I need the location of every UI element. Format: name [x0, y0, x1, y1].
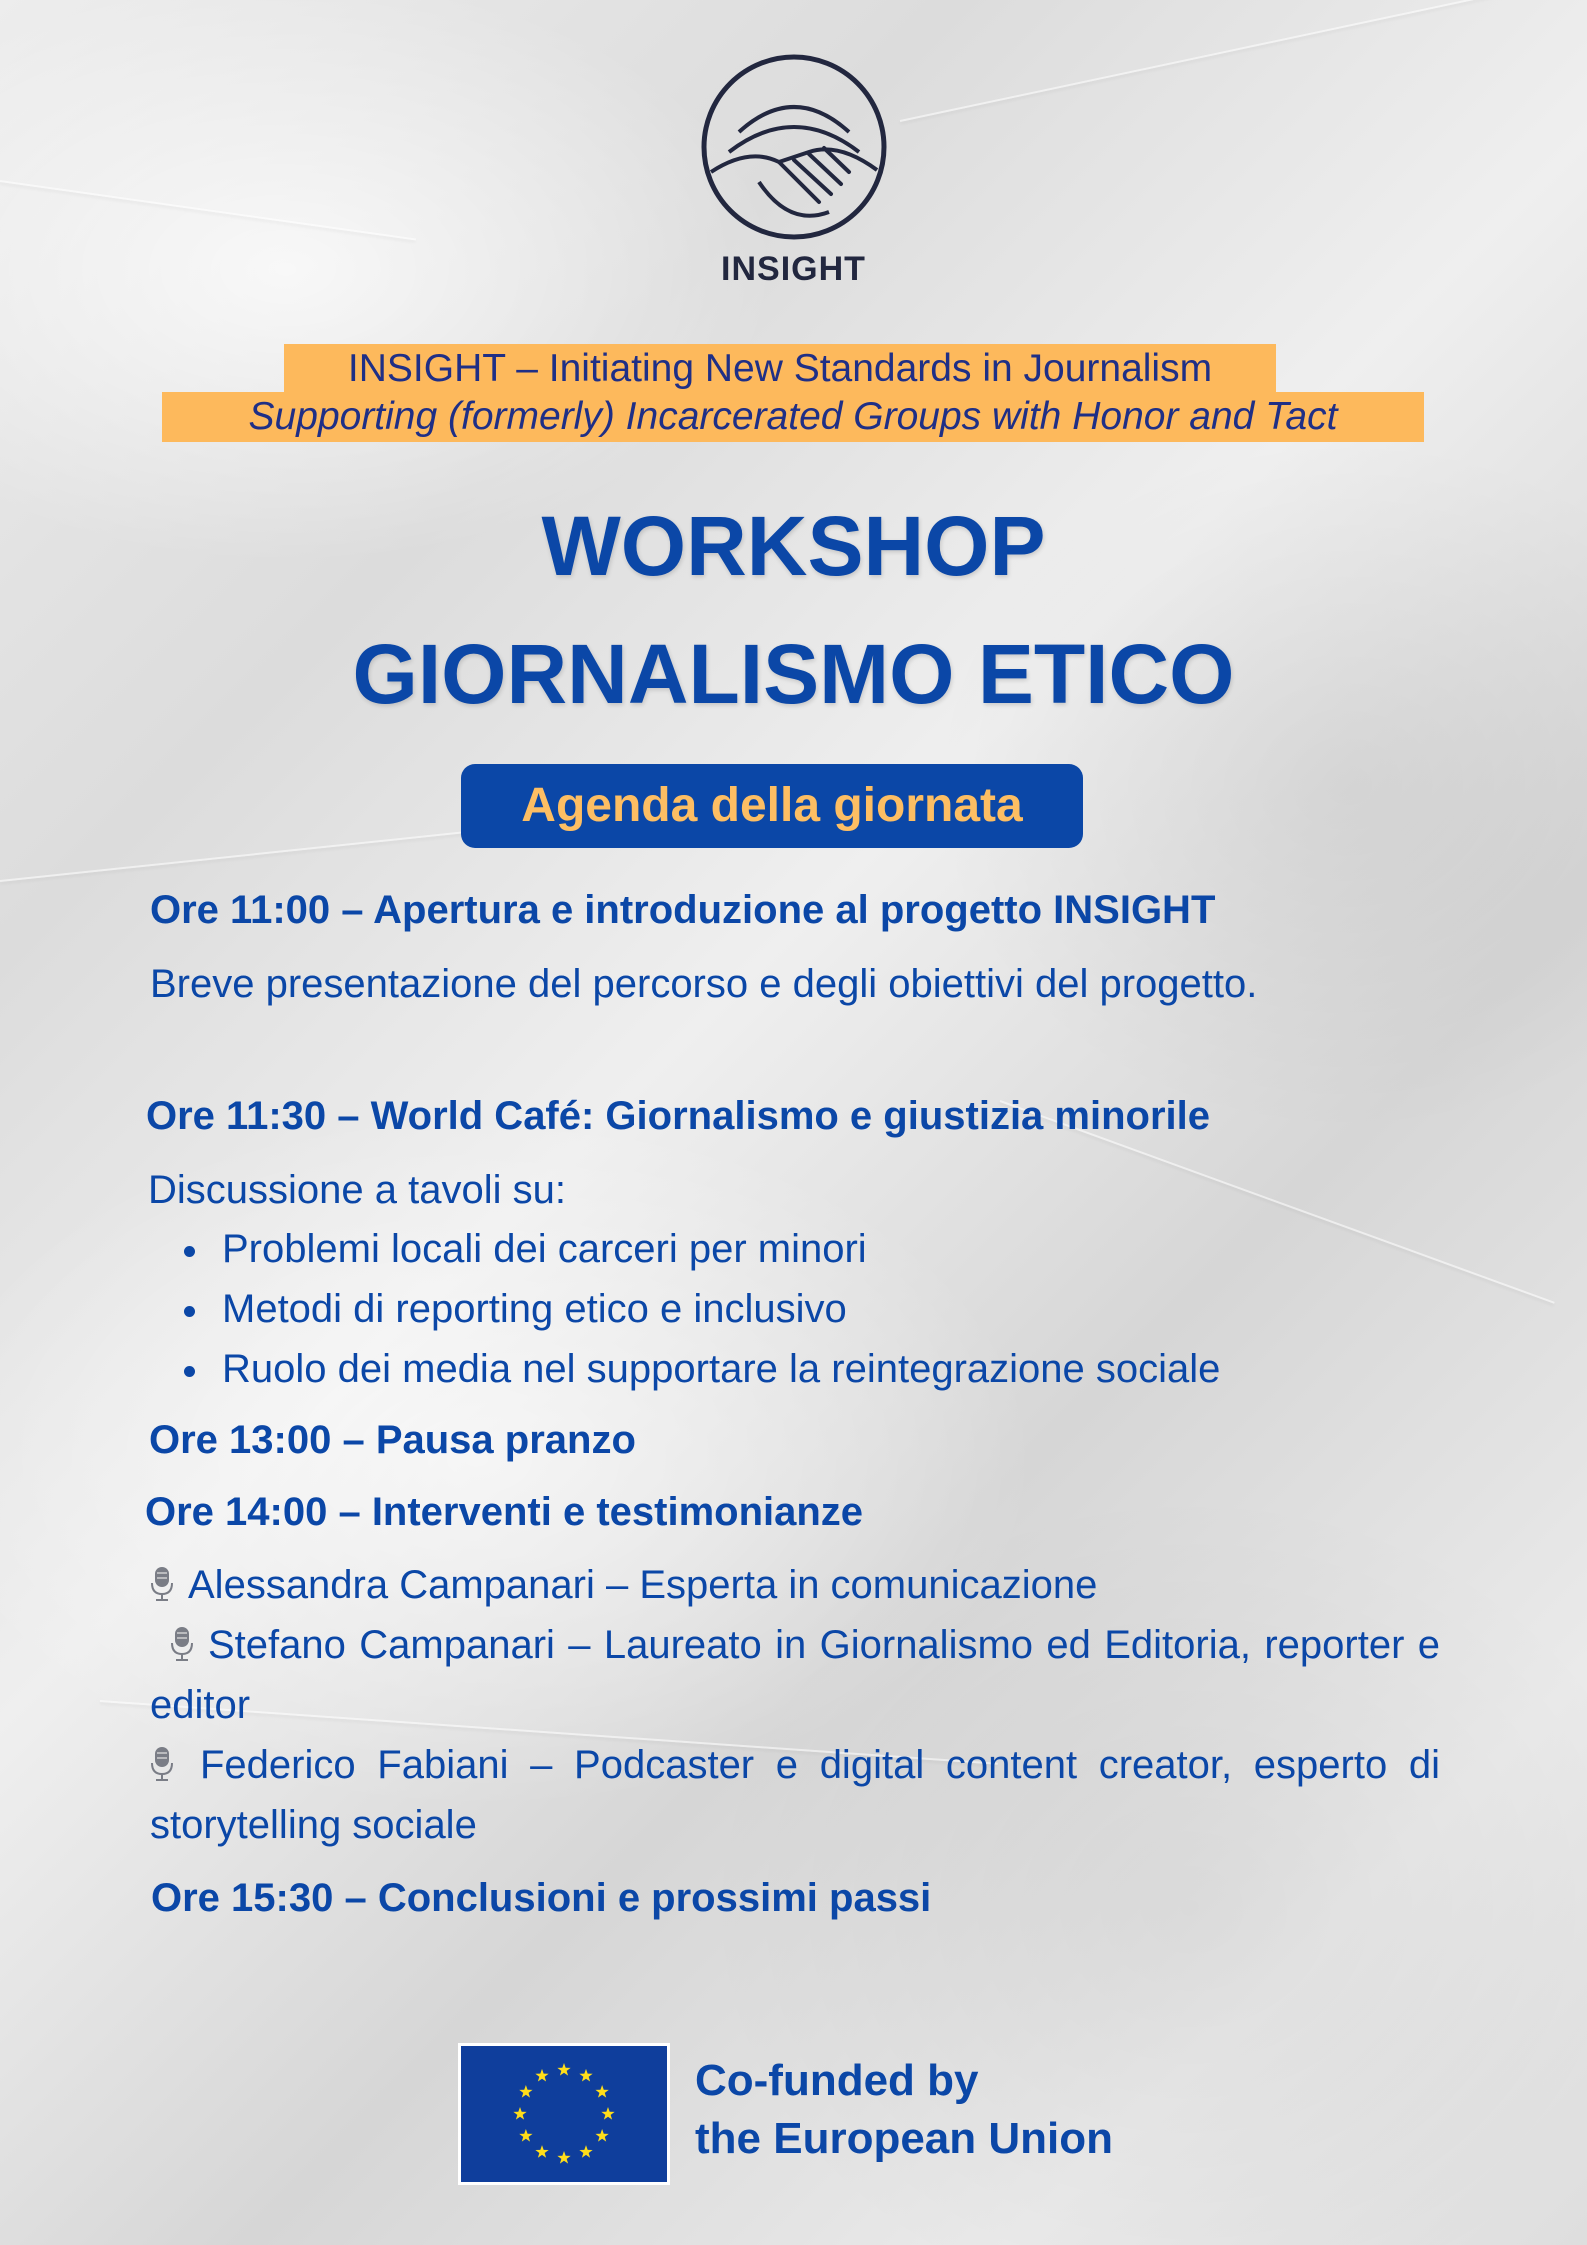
speaker-1-text: Alessandra Campanari – Esperta in comunicazione: [188, 1563, 1098, 1607]
agenda-heading-1300: Ore 13:00 – Pausa pranzo: [149, 1418, 636, 1462]
eu-stars-icon: [461, 2046, 667, 2182]
eu-star: [519, 2129, 532, 2142]
list-item: Ruolo dei media nel supportare la reintegrazione sociale: [184, 1339, 1220, 1399]
eu-star: [557, 2063, 570, 2076]
eu-star: [579, 2069, 592, 2082]
microphone-icon: [150, 1566, 174, 1602]
eu-label-line-2: the European Union: [695, 2114, 1113, 2163]
microphone-icon: [150, 1746, 174, 1782]
agenda-heading-1530: Ore 15:30 – Conclusioni e prossimi passi: [151, 1876, 932, 1920]
brand-name: INSIGHT: [721, 250, 866, 288]
eu-star: [513, 2107, 526, 2120]
paper-crease: [0, 828, 497, 882]
list-item: Metodi di reporting etico e inclusivo: [184, 1279, 1220, 1339]
eu-star: [519, 2085, 532, 2098]
handshake-logo-icon: [699, 52, 889, 242]
eu-star: [535, 2069, 548, 2082]
microphone-icon: [170, 1626, 194, 1662]
agenda-heading-1400: Ore 14:00 – Interventi e testimonianze: [145, 1490, 864, 1534]
speaker-3-text: Federico Fabiani – Podcaster e digital content creator, esperto di storytelling sociale: [150, 1743, 1440, 1847]
eu-star: [601, 2107, 614, 2120]
agenda-heading-1130: Ore 11:30 – World Café: Giornalismo e giustizia minorile: [146, 1094, 1211, 1138]
eu-star: [535, 2145, 548, 2158]
paper-crease: [900, 0, 1575, 122]
eu-star: [595, 2129, 608, 2142]
agenda-badge: Agenda della giornata: [461, 764, 1083, 848]
eu-star: [579, 2145, 592, 2158]
eu-flag-icon: [458, 2043, 670, 2185]
agenda-heading-1100: Ore 11:00 – Apertura e introduzione al progetto INSIGHT: [150, 888, 1216, 932]
speaker-2-text: Stefano Campanari – Laureato in Giornalismo ed Editoria, reporter e editor: [150, 1623, 1440, 1727]
speaker-2: [150, 1615, 1440, 1735]
paper-crease: [0, 180, 416, 240]
speaker-3: [150, 1735, 1440, 1855]
agenda-text-1100: Breve presentazione del percorso e degli obiettivi del progetto.: [150, 962, 1258, 1006]
list-item: Problemi locali dei carceri per minori: [184, 1219, 1220, 1279]
speaker-1: [150, 1555, 1097, 1615]
eu-label-line-1: Co-funded by: [695, 2056, 979, 2105]
eu-cofunded-label: [695, 2052, 1113, 2168]
agenda-intro-1130: Discussione a tavoli su:: [148, 1168, 566, 1212]
subtitle-line-2: Supporting (formerly) Incarcerated Groups with Honor and Tact: [162, 392, 1424, 442]
eu-star: [557, 2151, 570, 2164]
discussion-topics-list: [184, 1219, 1220, 1399]
eu-star: [595, 2085, 608, 2098]
subtitle-line-1: INSIGHT – Initiating New Standards in Journalism: [284, 344, 1276, 394]
page-title-line-2: GIORNALISMO ETICO: [352, 627, 1235, 721]
page-title-line-1: WORKSHOP: [541, 499, 1046, 593]
